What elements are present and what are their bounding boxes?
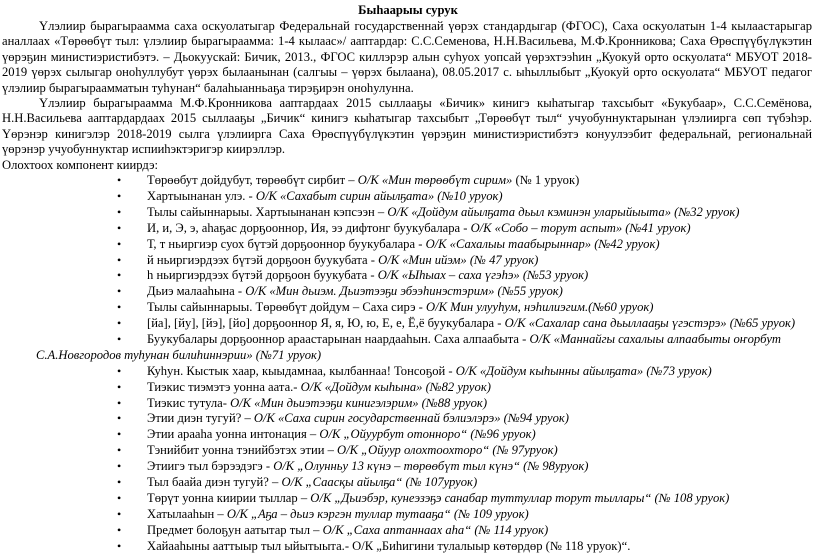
list-item-lesson: О/К „Олунньу 13 күнэ – төрөөбүт тыл күнэ“ (№ 98уруок) [273,459,589,474]
list-item [0,173,816,189]
list-item-lesson: О/К «Мин дьиэтээҕи кинигэлэрим» (№88 уруок) [230,395,488,410]
list-item [0,475,816,491]
list-item-text: Буукубалары дорҕооннор араастарынан наардааһын. Саха алпаабыта - [147,331,530,346]
list-item-text: Куһун. Кыстык хаар, кыыдамнаа, кылбаннаа! Тонсоҕой - [147,363,456,378]
list-item [0,491,816,507]
list-item [0,237,816,253]
list-item-number: (№ 1 уруок) [512,173,580,188]
list-item [0,539,816,554]
list-item-text: Хартыынанан улэ. - [147,188,256,203]
list-item [0,523,816,539]
list-item-text: Тыл баайа диэн тугуй? – [147,474,282,489]
list-item [0,443,816,459]
list-item-text: Хатылааһын – [147,506,227,521]
list-item [0,348,816,364]
list-item-lesson: О/К «Дойдум айылҕата дьыл кэминэн уларыйыыта» (№32 уруок) [387,204,740,219]
list-item-text: Төрүт уонна киирии тыллар – [147,490,311,505]
list-item-lesson: О/К «Сахабыт сирин айылҕата» (№10 уруок) [255,188,503,203]
list-item-lesson: О/К «Мин ийэм» (№ 47 уруок) [378,252,539,267]
list-item [0,253,816,269]
list-item-lesson: О/К «Дойдум кыһынны айылҕата» (№73 уруок) [455,363,712,378]
list-item-text: И, и, Э, э, аһаҕас дорҕооннор, Ия, ээ дифтонг буукубалара - [147,220,471,235]
list-item-lesson: О/К «Мин төрөөбүт сирим» [357,173,513,188]
list-item [0,300,816,316]
component-lead: Олохтоох компонент киирдэ: [2,157,159,172]
list-item-lesson: О/К Мин улууһум, нэһилиэгим.(№60 уруок) [426,300,654,315]
list-item-text: Этии арааһа уонна интонация – [147,427,320,442]
list-item [0,284,816,300]
list-item [0,427,816,443]
list-item-text: Тылы сайыннарыы. Хартыынанан кэпсээн – [147,204,388,219]
list-item [0,332,816,348]
list-item-text: Т, т ньиргиэр суох бүтэй дорҕооннор буукубалара - [147,236,426,251]
list-item-lesson: О/К „Аҕа – дьиэ кэргэн туллар тутааҕа“ (№ 109 уруок) [226,506,529,521]
list-item-lesson: О/К «Собо – торут аспыт» (№41 уруок) [470,220,691,235]
list-item-lesson: О/К „Саасқы айылҕа“ (№ 107уруок) [281,474,478,489]
list-item-text: Дьиэ малааһына - [147,284,246,299]
list-item-lesson: О/К «Дойдум кыһына» (№82 уруок) [300,379,491,394]
list-item [0,316,816,332]
paragraph-1: Үлэлиир бырагыраамма саха оскуолатыгар Федеральнай государственнай үөрэх стандардыгар (ФГОС), Саха оскуолатын 1-4 кылаастарыгар аналлаах «Төрөөбүт тыл: үлэлиир бырагыраамма: 1-4 кылаас»/ ааптардар: С.С.Семенова, Н.Н.Васильева, М.Ф.Кронникова; Саха Өрөспүүбүлүкэтин үөрэҕин министиэристибэтэ. – Дьокуускай: Бичик, 2013., ФГОС киллэрэр алын суһуох уопсай үөрэхтээһин „Куокуй орто оскуолата“ МБУОТ 2018-2019 үөрэх сылыгар оноһуллубут үөрэх былаанынан (салгыы – үөрэх былаана), 08.05.2017 с. ыһыллыбыт „Куокуй орто оскуолата“ МБУОТ педагог үлэлиир бырагыраамматын туһунан“ балаһыанньаҕа тирэҕирэн оноһулунна. [2,19,812,95]
list-item-lesson: О/К „Ойуур олохтоохторо“ (№ 97уруок) [337,443,558,458]
list-item [0,221,816,237]
list-item-text: [йа], [йу], [йэ], [йо] дорҕооннор Я, я, Ю, ю, Е, е, Ё,ё буукубалара - [147,316,505,331]
list-item-text: й ньиргиэрдээх бүтэй дорҕоон буукубата - [147,252,379,267]
list-item-text: Төрөөбут дойдубут, төрөөбүт сирбит – [147,173,358,188]
list-item-text: Предмет болоҕун аатытар тыл – [147,522,323,537]
list-item [0,459,816,475]
list-item [0,205,816,221]
list-item-text: Тиэкис тиэмэтэ уонна аата.- [147,379,301,394]
list-item [0,507,816,523]
list-item-lesson: О/К „Дьиэбэр, кунеэзэҕэ санабар туттуллар торут тыллары“ (№ 108 уруок) [310,490,730,505]
paragraph-2: Үлэлиир бырагыраамма М.Ф.Кронникова ааптардаах 2015 сыллааҕы «Бичик» кинигэ кыһатыгар тахсыбыт «Букубаар», С.С.Семёнова, Н.Н.Васильева ааптардардаах 2015 сыллааҕы „Бичик“ кинигэ кыһатыгар тахсыбыт „Төрөөбүт тыл“ учуобуннуктарынан үлэлиирга сөп түбэһэр. Үөрэнэр кинигэлэр 2018-2019 сылга үлэлиирга Саха Өрөспүүбүлүкэтин үөрэҕин министиэристибэтэ конуулээбит федеральнай, региональнай үөрэнэр учуобуннуктар испииһэктэригэр киирэллэр. [2,96,812,157]
list-item [0,364,816,380]
list-item-lesson: О/К «Ыһыах – саха үгэһэ» (№53 уруок) [377,268,589,283]
list-item-text: Тэнийбит уонна тэнийбэтэх этии – [147,443,338,458]
list-item [0,189,816,205]
list-item-text: Тиэкис тутула- [147,395,231,410]
list-item-lesson: О/К «Мин дьиэм. Дьиэтээҕи эбээһинэстэрим» (№55 уруок) [245,284,563,299]
list-item-lesson: О/К «Сахалыы таабырыннар» (№42 уруок) [425,236,660,251]
list-item-text: Тылы сайыннарыы. Төрөөбүт дойдум – Саха сирэ - [147,300,427,315]
list-item [0,380,816,396]
list-item-lesson: О/К „Ойуурбут отонноро“ (№96 уруок) [319,427,536,442]
list-item-lesson: О/К «Сахалар сана дьыллааҕы үгэстэрэ» (№65 уруок) [504,316,796,331]
list-item-text: Хайааһыны ааттыыр тыл ыйытыыта.- О/К „Биһигини тулалыыр көтөрдөр (№ 118 уруок)“. [147,538,631,553]
list-item-text: Этии диэн тугуй? – [147,411,254,426]
list-item [0,268,816,284]
component-list [0,173,816,554]
list-item-lesson: О/К «Саха сирин государственнай бэлиэлэрэ» (№94 уруок) [253,411,569,426]
list-item-text: Этиигэ тыл бэрээдэгэ - [147,459,274,474]
list-item [0,411,816,427]
document-title: Быһаарыы сурук [358,3,458,17]
list-item-lesson: С.А.Новгородов туһунан билиһиннэрии» (№71 уруок) [36,347,322,362]
list-item-lesson: О/К „Саха аптаннаах аһа“ (№ 114 уруок) [322,522,549,537]
list-item [0,396,816,412]
document-page [0,3,816,553]
list-item-lesson: О/К «Маннайгы сахалыы алпаабыты оҥорбут [529,331,782,346]
list-item-text: һ ньиргиэрдээх бүтэй дорҕоон буукубата - [147,268,378,283]
